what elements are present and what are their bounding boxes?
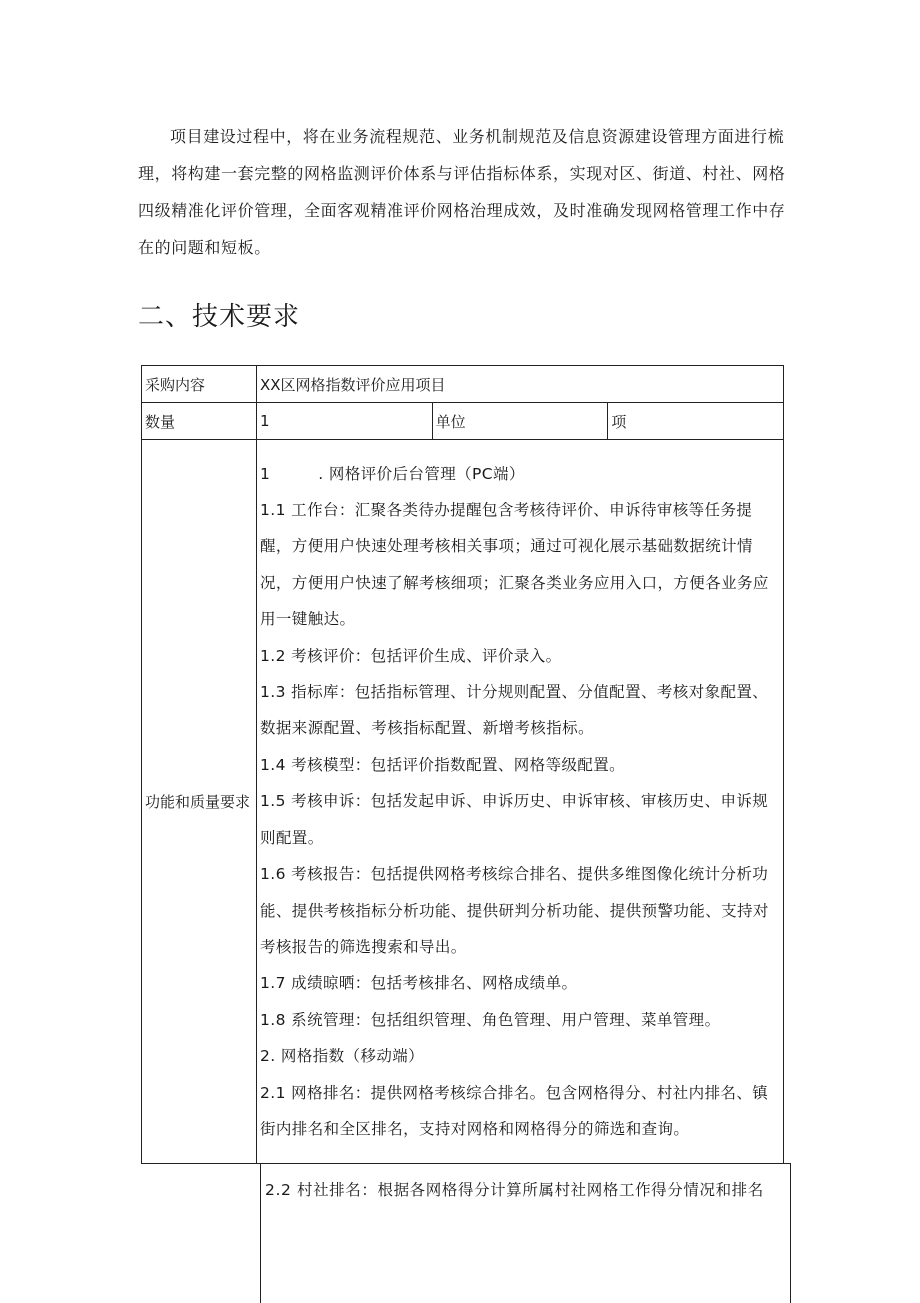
table-row (142, 366, 784, 403)
intro-paragraph: 项目建设过程中，将在业务流程规范、业务机制规范及信息资源建设管理方面进行梳理，将构建一套完整的网格监测评价体系与评估指标体系，实现对区、街道、村社、网格四级精准化评价管理，全面客观精准评价网格治理成效，及时准确发现网格管理工作中存在的问题和短板。 (138, 127, 786, 257)
feature-item: 1.1 工作台：汇聚各类待办提醒包含考核待评价、申诉待审核等任务提醒，方便用户快速处理考核相关事项；通过可视化展示基础数据统计情况，方便用户快速了解考核细项；汇聚各类业务应用入口，方便各业务应用一键触达。 (260, 501, 769, 629)
quantity-value: 1 (257, 403, 433, 440)
table-row (142, 403, 784, 440)
procurement-value: XX区网格指数评价应用项目 (257, 366, 784, 403)
feature-heading (260, 456, 780, 492)
feature-item: 1.7 成绩晾晒：包括考核排名、网格成绩单。 (260, 974, 578, 993)
quantity-label: 数量 (142, 403, 257, 440)
feature-item: 2.2 村社排名：根据各网格得分计算所属村社网格工作得分情况和排名 (265, 1181, 764, 1199)
unit-value: 项 (608, 403, 784, 440)
feature-item: 1.6 考核报告：包括提供网格考核综合排名、提供多维图像化统计分析功能、提供考核指标分析功能、提供研判分析功能、提供预警功能、支持对考核报告的筛选搜索和导出。 (260, 865, 769, 956)
feature-item: 1.8 系统管理：包括组织管理、角色管理、用户管理、菜单管理。 (260, 1010, 721, 1029)
feature-item: 1.3 指标库：包括指标管理、计分规则配置、分值配置、考核对象配置、数据来源配置、考核指标配置、新增考核指标。 (260, 683, 769, 738)
feature-item: 2.1 网格排名：提供网格考核综合排名。包含网格得分、村社内排名、镇街内排名和全区排名，支持对网格和网格得分的筛选和查询。 (260, 1083, 769, 1138)
requirements-table (141, 365, 784, 1164)
quality-label: 功能和质量要求 (142, 440, 257, 1164)
feature-heading-number: 1 (260, 464, 271, 483)
feature-item: 1.2 考核评价：包括评价生成、评价录入。 (260, 646, 562, 665)
feature-item: 1.5 考核申诉：包括发起申诉、申诉历史、申诉审核、审核历史、申诉规则配置。 (260, 792, 769, 847)
feature-item: 2. 网格指数（移动端） (260, 1047, 425, 1066)
unit-label: 单位 (432, 403, 608, 440)
procurement-label: 采购内容 (142, 366, 257, 403)
section-heading: 二、技术要求 (138, 302, 301, 332)
feature-heading-text: . 网格评价后台管理（PC端） (318, 464, 525, 483)
table-row (142, 440, 784, 1164)
features-cell (257, 440, 784, 1164)
continuation-cell (260, 1163, 791, 1303)
feature-item: 1.4 考核模型：包括评价指数配置、网格等级配置。 (260, 755, 626, 774)
